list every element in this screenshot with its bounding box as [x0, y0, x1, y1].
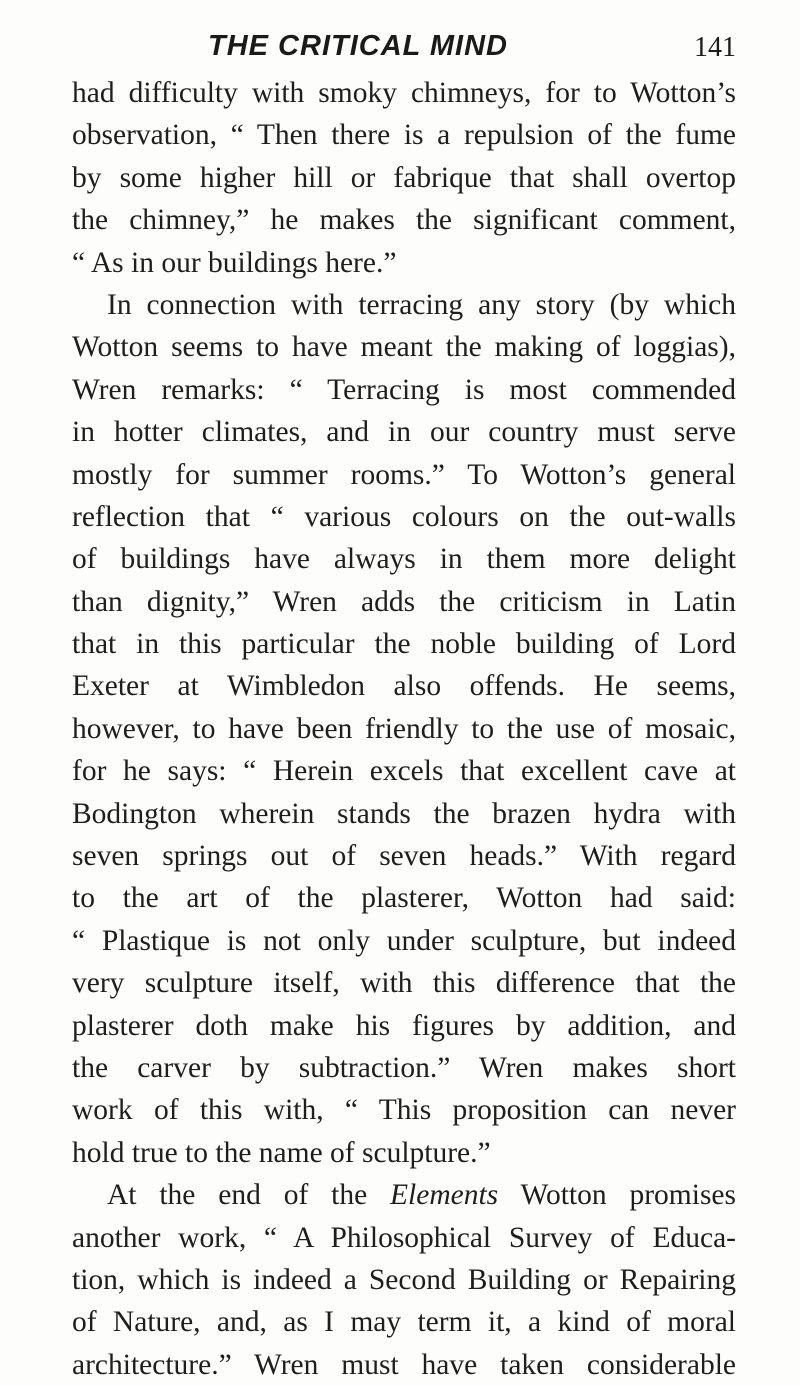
text-line: the carver by subtraction.” Wren makes short [72, 1051, 736, 1084]
text-line: however, to have been friendly to the use of mosaic, [72, 712, 736, 745]
text-line: that in this particular the noble building of Lord [72, 628, 736, 661]
text-line: tion, which is indeed a Second Building or Repairing [72, 1263, 736, 1296]
text-line: At the end of the Elements Wotton promises [107, 1179, 736, 1212]
italic-title: Elements [390, 1179, 499, 1212]
text-line: Bodington wherein stands the brazen hydra with [72, 797, 736, 830]
text-line: to the art of the plasterer, Wotton had said: [72, 882, 736, 915]
page-header [0, 24, 800, 68]
text-line: reflection that “ various colours on the out-walls [72, 500, 736, 533]
text-line: of buildings have always in them more delight [72, 543, 736, 576]
text-line: seven springs out of seven heads.” With regard [72, 840, 736, 873]
text-line: Wren remarks: “ Terracing is most commended [72, 373, 736, 406]
text-line: “ Plastique is not only under sculpture, but indeed [72, 924, 736, 957]
running-title: THE CRITICAL MIND [208, 30, 509, 62]
text-line: In connection with terracing any story (by which [107, 288, 736, 321]
page-number: 141 [694, 32, 736, 63]
text-line: mostly for summer rooms.” To Wotton’s general [72, 458, 736, 491]
text-line: architecture.” Wren must have taken considerable [72, 1348, 736, 1381]
text-line: the chimney,” he makes the significant comment, [72, 204, 736, 237]
text-line: Exeter at Wimbledon also offends. He seems, [72, 670, 736, 703]
text-line: hold true to the name of sculpture.” [72, 1136, 491, 1169]
text-line: by some higher hill or fabrique that shall overtop [72, 161, 736, 194]
text-line: in hotter climates, and in our country must serve [72, 416, 736, 449]
text-line: Wotton seems to have meant the making of loggias), [72, 331, 736, 364]
text-line: observation, “ Then there is a repulsion of the fume [72, 119, 736, 152]
text-line: than dignity,” Wren adds the criticism in Latin [72, 585, 736, 618]
body-text [72, 72, 736, 1386]
text-line: had difficulty with smoky chimneys, for to Wotton’s [72, 77, 736, 109]
text-line: very sculpture itself, with this difference that the [72, 967, 736, 1000]
text-line: another work, “ A Philosophical Survey of Educa- [72, 1221, 736, 1254]
text-line: for he says: “ Herein excels that excellent cave at [72, 755, 736, 788]
text-line: of Nature, and, as I may term it, a kind of moral [72, 1306, 736, 1339]
text-line: plasterer doth make his figures by addition, and [72, 1009, 736, 1042]
text-line: work of this with, “ This proposition can never [72, 1094, 736, 1127]
text-line: “ As in our buildings here.” [72, 246, 397, 279]
